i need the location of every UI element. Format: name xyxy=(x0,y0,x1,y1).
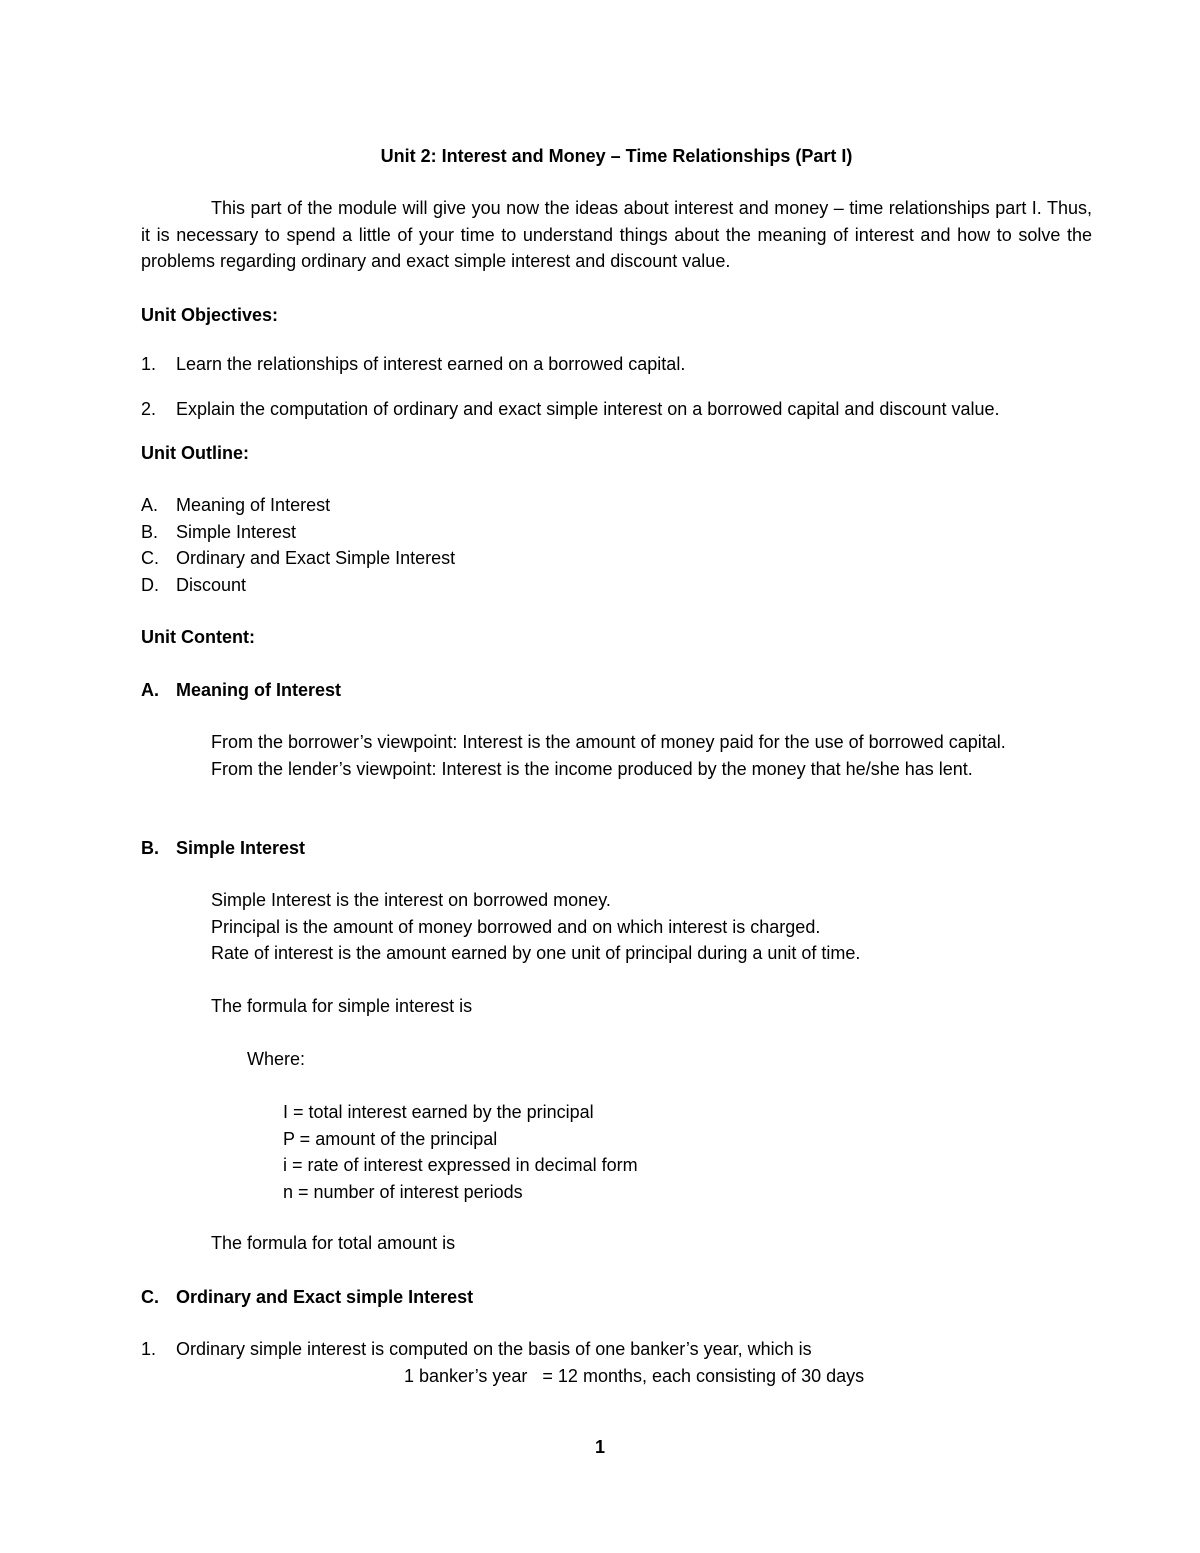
outline-label: C. xyxy=(141,548,159,568)
outline-text: Ordinary and Exact Simple Interest xyxy=(176,548,456,568)
section-a-heading xyxy=(141,677,1092,704)
outline-item xyxy=(141,545,1092,572)
objectives-heading: Unit Objectives: xyxy=(141,305,279,325)
section-b-heading xyxy=(141,835,1092,862)
objective-label: 1. xyxy=(141,354,157,374)
section-c-item-label: 1. xyxy=(141,1339,157,1359)
outline-label: B. xyxy=(141,521,159,542)
banker-year-definition: 1 banker’s year = 12 months, each consisting of 30 days xyxy=(404,1366,865,1386)
page-title: Unit 2: Interest and Money – Time Relationships (Part I) xyxy=(380,146,853,166)
page-number: 1 xyxy=(594,1437,605,1457)
section-b-definitions xyxy=(211,887,1092,967)
intro-paragraph: This part of the module will give you now the ideas about interest and money – time relationships part I. Thus, it is necessary to spend a little of your time to understand things about the meaning of interest and how to solve the problems regarding ordinary and exact simple interest and discount value. xyxy=(141,198,1092,271)
outline-text: Meaning of Interest xyxy=(176,495,331,515)
outline-text: Discount xyxy=(176,574,247,595)
section-c-heading xyxy=(141,1284,1092,1311)
objective-text: Explain the computation of ordinary and exact simple interest on a borrowed capital and discount value. xyxy=(176,399,1000,419)
objective-item xyxy=(141,351,1092,378)
variable-definition: P = amount of the principal xyxy=(283,1128,498,1149)
section-a-label: A. xyxy=(141,680,159,700)
objective-label: 2. xyxy=(141,399,157,419)
total-amount-intro: The formula for total amount is xyxy=(211,1233,456,1253)
outline-label: A. xyxy=(141,495,159,515)
objective-text: Learn the relationships of interest earned on a borrowed capital. xyxy=(176,354,686,374)
outline-text: Simple Interest xyxy=(176,521,297,542)
variable-definition: i = rate of interest expressed in decimal form xyxy=(283,1155,638,1175)
outline-item xyxy=(141,492,1092,519)
formula-intro: The formula for simple interest is xyxy=(211,996,473,1016)
where-label: Where: xyxy=(247,1049,306,1069)
outline-label: D. xyxy=(141,574,159,595)
borrower-definition: From the borrower’s viewpoint: Interest is the amount of money paid for the use of borrowed capital. xyxy=(211,732,1006,752)
objective-item xyxy=(141,396,1092,423)
section-b-title: Simple Interest xyxy=(176,838,306,858)
variable-definition: n = number of interest periods xyxy=(283,1181,523,1202)
section-b-label: B. xyxy=(141,838,159,858)
outline-item xyxy=(141,572,1092,599)
lender-definition: From the lender’s viewpoint: Interest is the income produced by the money that he/she has lent. xyxy=(211,758,973,779)
section-c-item-text: Ordinary simple interest is computed on the basis of one banker’s year, which is xyxy=(176,1339,812,1359)
variable-list xyxy=(283,1099,1092,1205)
variable-definition: I = total interest earned by the principal xyxy=(283,1102,594,1122)
rate-definition: Rate of interest is the amount earned by one unit of principal during a unit of time. xyxy=(211,943,861,963)
section-c-item xyxy=(141,1336,1092,1363)
section-c-title: Ordinary and Exact simple Interest xyxy=(176,1287,474,1307)
content-heading: Unit Content: xyxy=(141,627,255,647)
principal-definition: Principal is the amount of money borrowed and on which interest is charged. xyxy=(211,916,821,937)
section-a-title: Meaning of Interest xyxy=(176,680,342,700)
outline-heading: Unit Outline: xyxy=(141,443,249,463)
simple-interest-definition: Simple Interest is the interest on borrowed money. xyxy=(211,890,611,910)
outline-item xyxy=(141,519,1092,546)
outline-list xyxy=(141,492,1092,598)
section-a-body xyxy=(211,729,1092,782)
section-c-label: C. xyxy=(141,1287,159,1307)
